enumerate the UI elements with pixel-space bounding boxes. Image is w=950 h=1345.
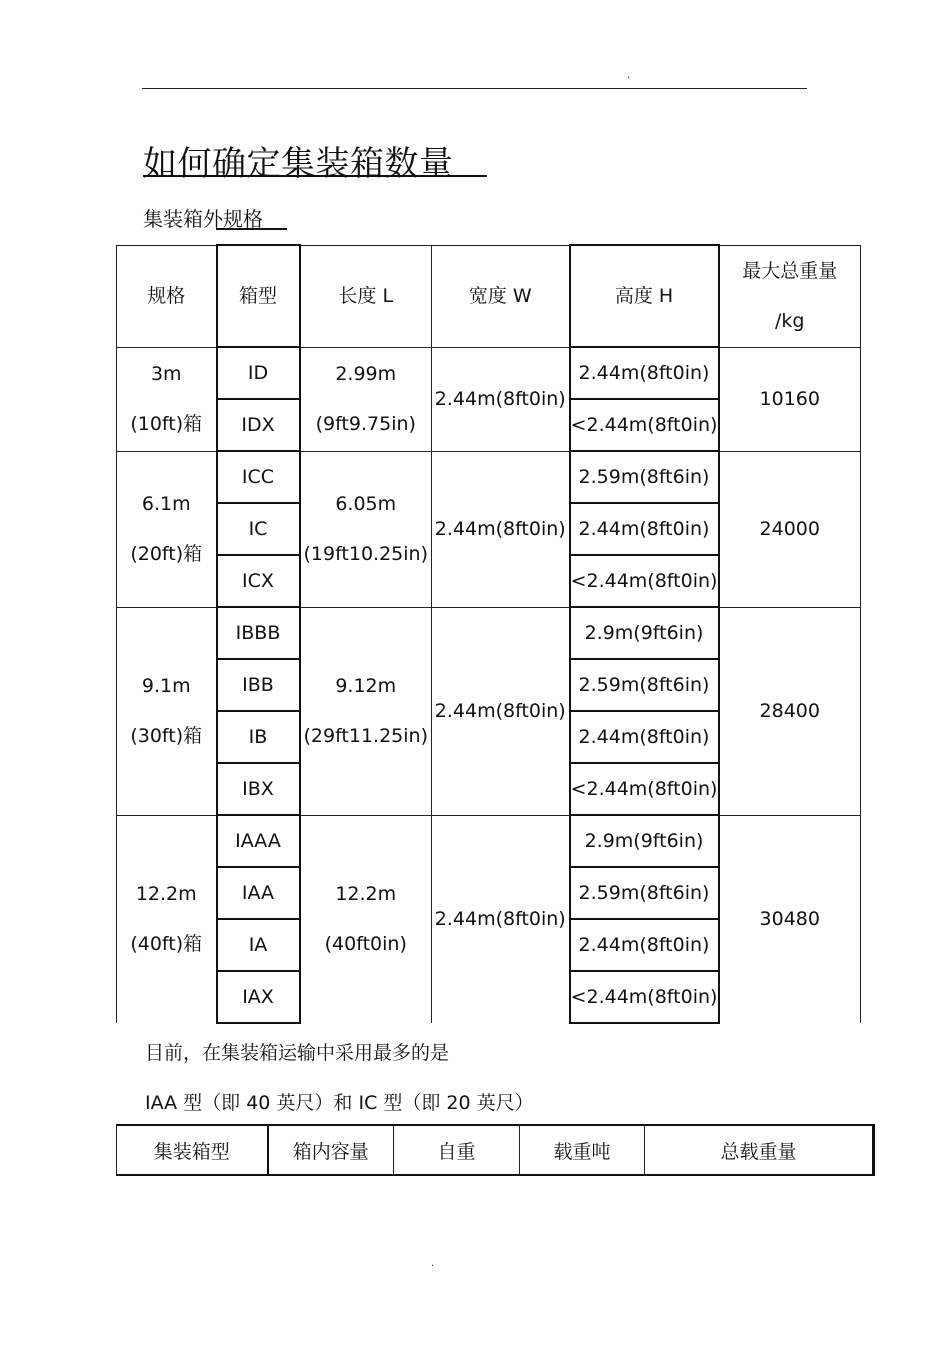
height-cell: <2.44m(8ft0in) — [570, 971, 719, 1023]
footer-mark: . — [431, 1258, 435, 1269]
header-mark: . — [627, 70, 631, 81]
length-cell-line: (40ft0in) — [324, 933, 407, 956]
type-cell: IA — [217, 919, 300, 971]
width-cell: 2.44m(8ft0in) — [432, 451, 570, 607]
length-cell-line: (9ft9.75in) — [315, 413, 416, 435]
header-type: 箱型 — [217, 245, 300, 347]
header-length: 长度 L — [300, 245, 432, 347]
size-cell-line: 3m — [150, 363, 182, 385]
capacity-header-cell: 总载重量 — [645, 1125, 874, 1175]
header-max-weight — [719, 245, 861, 347]
spec-row — [117, 607, 861, 659]
height-cell: 2.44m(8ft0in) — [570, 347, 719, 399]
size-cell-line: (30ft)箱 — [130, 725, 203, 747]
size-cell — [117, 607, 217, 815]
height-cell: 2.44m(8ft0in) — [570, 711, 719, 763]
type-cell: IDX — [217, 399, 300, 451]
header-max-weight-line: /kg — [775, 310, 805, 332]
container-spec-table — [116, 244, 861, 1024]
type-cell: IAA — [217, 867, 300, 919]
spec-row — [117, 451, 861, 503]
size-cell-line: (20ft)箱 — [130, 543, 203, 565]
weight-cell: 30480 — [719, 815, 861, 1023]
size-cell — [117, 451, 217, 607]
header-width: 宽度 W — [432, 245, 570, 347]
size-cell-line: 9.1m — [141, 675, 191, 697]
spec-header-row — [117, 245, 861, 347]
weight-cell: 28400 — [719, 607, 861, 815]
spec-row — [117, 347, 861, 399]
length-cell — [300, 347, 432, 451]
capacity-header-cell: 载重吨 — [520, 1125, 645, 1175]
header-height: 高度 H — [570, 245, 719, 347]
width-cell: 2.44m(8ft0in) — [432, 347, 570, 451]
height-cell: 2.59m(8ft6in) — [570, 867, 719, 919]
capacity-header-cell: 自重 — [394, 1125, 520, 1175]
type-cell: ICC — [217, 451, 300, 503]
weight-cell: 10160 — [719, 347, 861, 451]
type-cell: ID — [217, 347, 300, 399]
type-cell: IC — [217, 503, 300, 555]
height-cell: 2.59m(8ft6in) — [570, 451, 719, 503]
height-cell: <2.44m(8ft0in) — [570, 399, 719, 451]
length-cell-line: 9.12m — [335, 675, 397, 697]
capacity-header-cell: 集装箱型 — [117, 1125, 268, 1175]
page-title: 如何确定集装箱数量 — [143, 144, 454, 184]
size-cell-line: 12.2m — [135, 883, 197, 906]
length-cell — [300, 607, 432, 815]
size-cell — [117, 815, 217, 1023]
height-cell: 2.44m(8ft0in) — [570, 503, 719, 555]
paragraph-types: IAA 型（即 40 英尺）和 IC 型（即 20 英尺） — [145, 1092, 534, 1114]
header-rule — [142, 88, 807, 89]
length-cell-line: (29ft11.25in) — [303, 725, 429, 747]
paragraph-most-used: 目前，在集装箱运输中采用最多的是 — [145, 1042, 450, 1064]
type-cell: IBBB — [217, 607, 300, 659]
weight-cell: 24000 — [719, 451, 861, 607]
length-cell-line: (19ft10.25in) — [303, 543, 429, 565]
height-cell: <2.44m(8ft0in) — [570, 763, 719, 815]
size-cell-line: 6.1m — [141, 493, 191, 515]
spec-row — [117, 815, 861, 867]
height-cell: 2.9m(9ft6in) — [570, 607, 719, 659]
section-subtitle: 集装箱外规格 — [143, 207, 263, 231]
height-cell: <2.44m(8ft0in) — [570, 555, 719, 607]
height-cell: 2.44m(8ft0in) — [570, 919, 719, 971]
header-size: 规格 — [117, 245, 217, 347]
type-cell: IBB — [217, 659, 300, 711]
size-cell — [117, 347, 217, 451]
length-cell-line: 12.2m — [335, 883, 397, 906]
type-cell: IAX — [217, 971, 300, 1023]
header-max-weight-line: 最大总重量 — [742, 260, 838, 282]
capacity-header-cell: 箱内容量 — [268, 1125, 394, 1175]
size-cell-line: (10ft)箱 — [130, 413, 203, 435]
width-cell: 2.44m(8ft0in) — [432, 607, 570, 815]
capacity-header-row — [117, 1125, 874, 1175]
size-cell-line: (40ft)箱 — [130, 933, 203, 956]
title-underline — [143, 175, 487, 177]
type-cell: IAAA — [217, 815, 300, 867]
height-cell: 2.59m(8ft6in) — [570, 659, 719, 711]
type-cell: ICX — [217, 555, 300, 607]
length-cell — [300, 451, 432, 607]
length-cell-line: 2.99m — [335, 363, 397, 385]
type-cell: IB — [217, 711, 300, 763]
width-cell: 2.44m(8ft0in) — [432, 815, 570, 1023]
capacity-table — [116, 1124, 875, 1176]
type-cell: IBX — [217, 763, 300, 815]
subtitle-underline — [216, 228, 287, 230]
length-cell — [300, 815, 432, 1023]
length-cell-line: 6.05m — [335, 493, 397, 515]
height-cell: 2.9m(9ft6in) — [570, 815, 719, 867]
